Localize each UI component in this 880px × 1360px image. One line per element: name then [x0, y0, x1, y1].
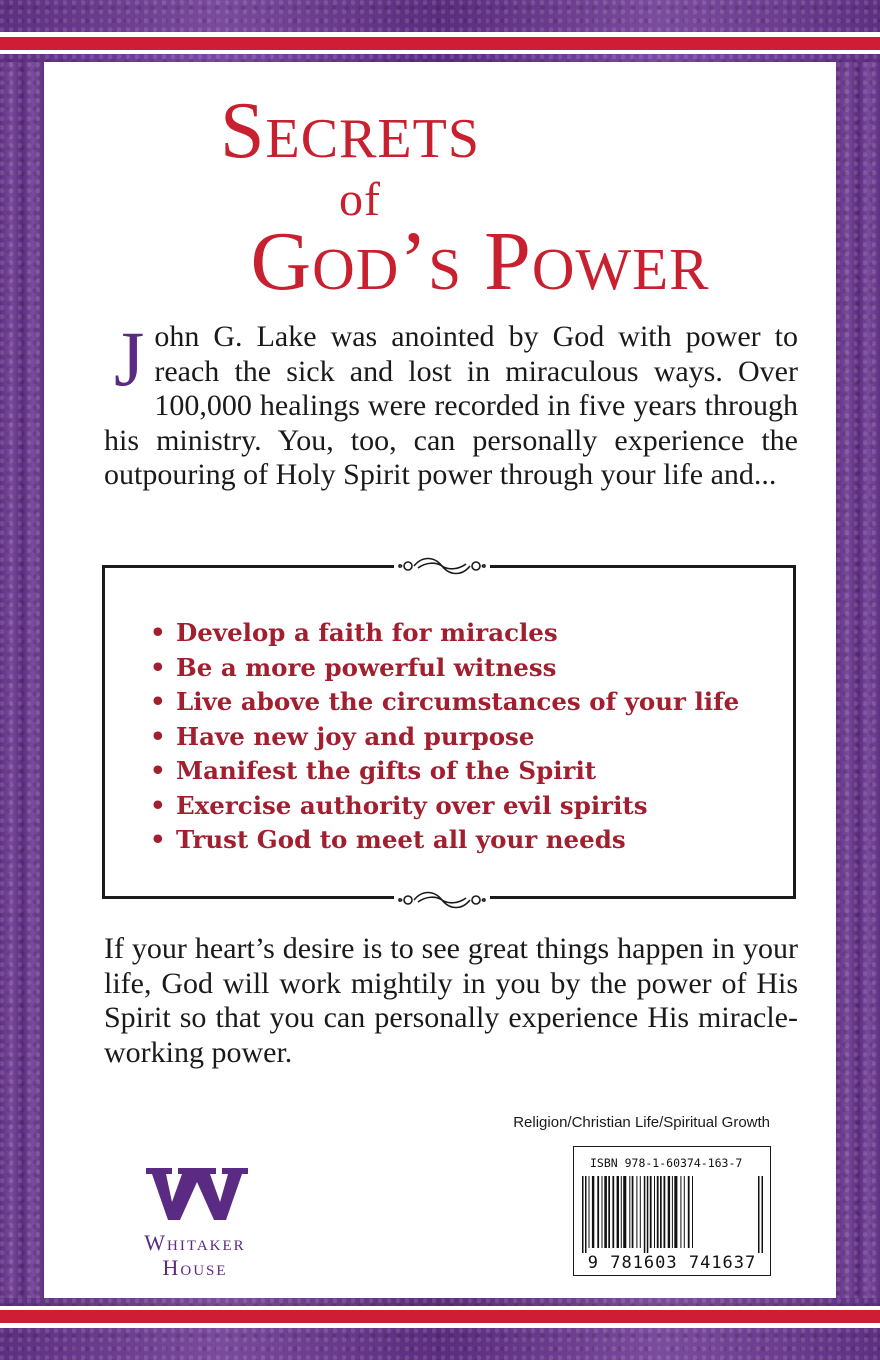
barcode-bar: [674, 1176, 677, 1248]
drop-cap: J: [114, 315, 145, 402]
left-purple-margin: [0, 62, 44, 1298]
publisher-name-line1: Whitaker: [144, 1230, 246, 1255]
bottom-purple-edge: [0, 1298, 880, 1306]
barcode-bar: [617, 1176, 619, 1248]
bullet-text: Be a more powerful witness: [176, 652, 557, 682]
barcode-bar: [608, 1176, 610, 1248]
barcode-bar: [621, 1176, 622, 1248]
list-item: [150, 685, 739, 720]
category-label: Religion/Christian Life/Spiritual Growth: [513, 1114, 770, 1131]
bullet-dot: •: [150, 756, 166, 785]
barcode-bar: [636, 1176, 637, 1248]
intro-text: ohn G. Lake was anointed by God with power to reach the sick and lost in miraculous ways. Over 100,000 healings were recorded in five years through his ministry. You, too, can personally experience the outpouring of Holy Spirit power through your life and...: [104, 320, 798, 492]
isbn-label: ISBN 978-1-60374-163-7: [590, 1156, 743, 1170]
barcode-bar: [657, 1176, 659, 1248]
flourish-ornament-top-icon: [394, 552, 490, 580]
bullet-dot: •: [150, 825, 166, 854]
bottom-red-stripe: [0, 1310, 880, 1323]
list-item: [150, 754, 739, 789]
publisher-name-line2: House: [162, 1255, 228, 1280]
barcode-bar: [623, 1176, 626, 1248]
barcode-box: [573, 1146, 771, 1276]
barcode-bar: [660, 1176, 662, 1248]
list-item: [150, 616, 739, 651]
bullet-text: Manifest the gifts of the Spirit: [176, 756, 597, 785]
barcode-bar: [602, 1176, 603, 1248]
barcode-bar: [644, 1176, 646, 1256]
bullet-text: Develop a faith for miracles: [176, 618, 558, 647]
bullet-text: Exercise authority over evil spirits: [176, 790, 648, 820]
bullet-text: Have new joy and purpose: [176, 721, 535, 751]
barcode-bar: [654, 1176, 655, 1248]
bottom-purple-band: [0, 1328, 880, 1360]
right-purple-margin: [836, 62, 880, 1298]
list-item: [150, 789, 739, 824]
bullet-dot: •: [150, 790, 166, 820]
list-item: [150, 651, 739, 686]
barcode-bar: [604, 1176, 607, 1248]
top-purple-edge: [0, 54, 880, 62]
intro-paragraph: [104, 315, 798, 493]
flourish-ornament-bottom-icon: [394, 886, 490, 914]
barcode-bar: [612, 1176, 614, 1248]
barcode-bar: [589, 1176, 590, 1248]
barcode-bar: [585, 1176, 587, 1256]
list-item: [150, 720, 739, 755]
barcode-bar: [762, 1176, 764, 1256]
barcode-bar: [597, 1176, 599, 1248]
barcode-bar: [650, 1176, 652, 1248]
barcode-bar: [672, 1176, 673, 1248]
barcode-bar: [758, 1176, 760, 1256]
bullet-dot: •: [150, 721, 166, 751]
barcode-bar: [692, 1176, 693, 1248]
closing-paragraph: If your heart’s desire is to see great things happen in your life, God will work mightily in you by the power of His Spirit so that you can personally experience His miracle-working power.: [104, 932, 798, 1069]
barcode-number: 9 781603 741637: [574, 1253, 770, 1273]
benefits-list: [150, 616, 739, 858]
title-line-of: of: [339, 173, 381, 226]
barcode-bar: [664, 1176, 666, 1248]
barcode-icon: [580, 1176, 766, 1256]
top-purple-band: [0, 0, 880, 32]
barcode-bar: [680, 1176, 681, 1248]
bullet-dot: •: [150, 652, 166, 682]
bullet-text: Trust God to meet all your needs: [176, 825, 626, 854]
barcode-bar: [629, 1176, 630, 1248]
bullet-dot: •: [150, 618, 166, 647]
barcode-bar: [592, 1176, 594, 1248]
barcode-bar: [668, 1176, 670, 1248]
barcode-bar: [632, 1176, 634, 1248]
barcode-bar: [640, 1176, 641, 1248]
top-red-stripe: [0, 37, 880, 50]
title-line-gods-power: God’s Power: [250, 215, 710, 308]
barcode-bar: [647, 1176, 649, 1256]
bullet-text: Live above the circumstances of your life: [176, 687, 740, 716]
barcode-bar: [688, 1176, 690, 1248]
title-line-secrets: Secrets: [220, 87, 480, 175]
barcode-bar: [684, 1176, 685, 1248]
barcode-bar: [582, 1176, 584, 1256]
list-item: [150, 823, 739, 858]
whitaker-w-logo-icon: [132, 1164, 262, 1224]
bullet-dot: •: [150, 687, 166, 716]
